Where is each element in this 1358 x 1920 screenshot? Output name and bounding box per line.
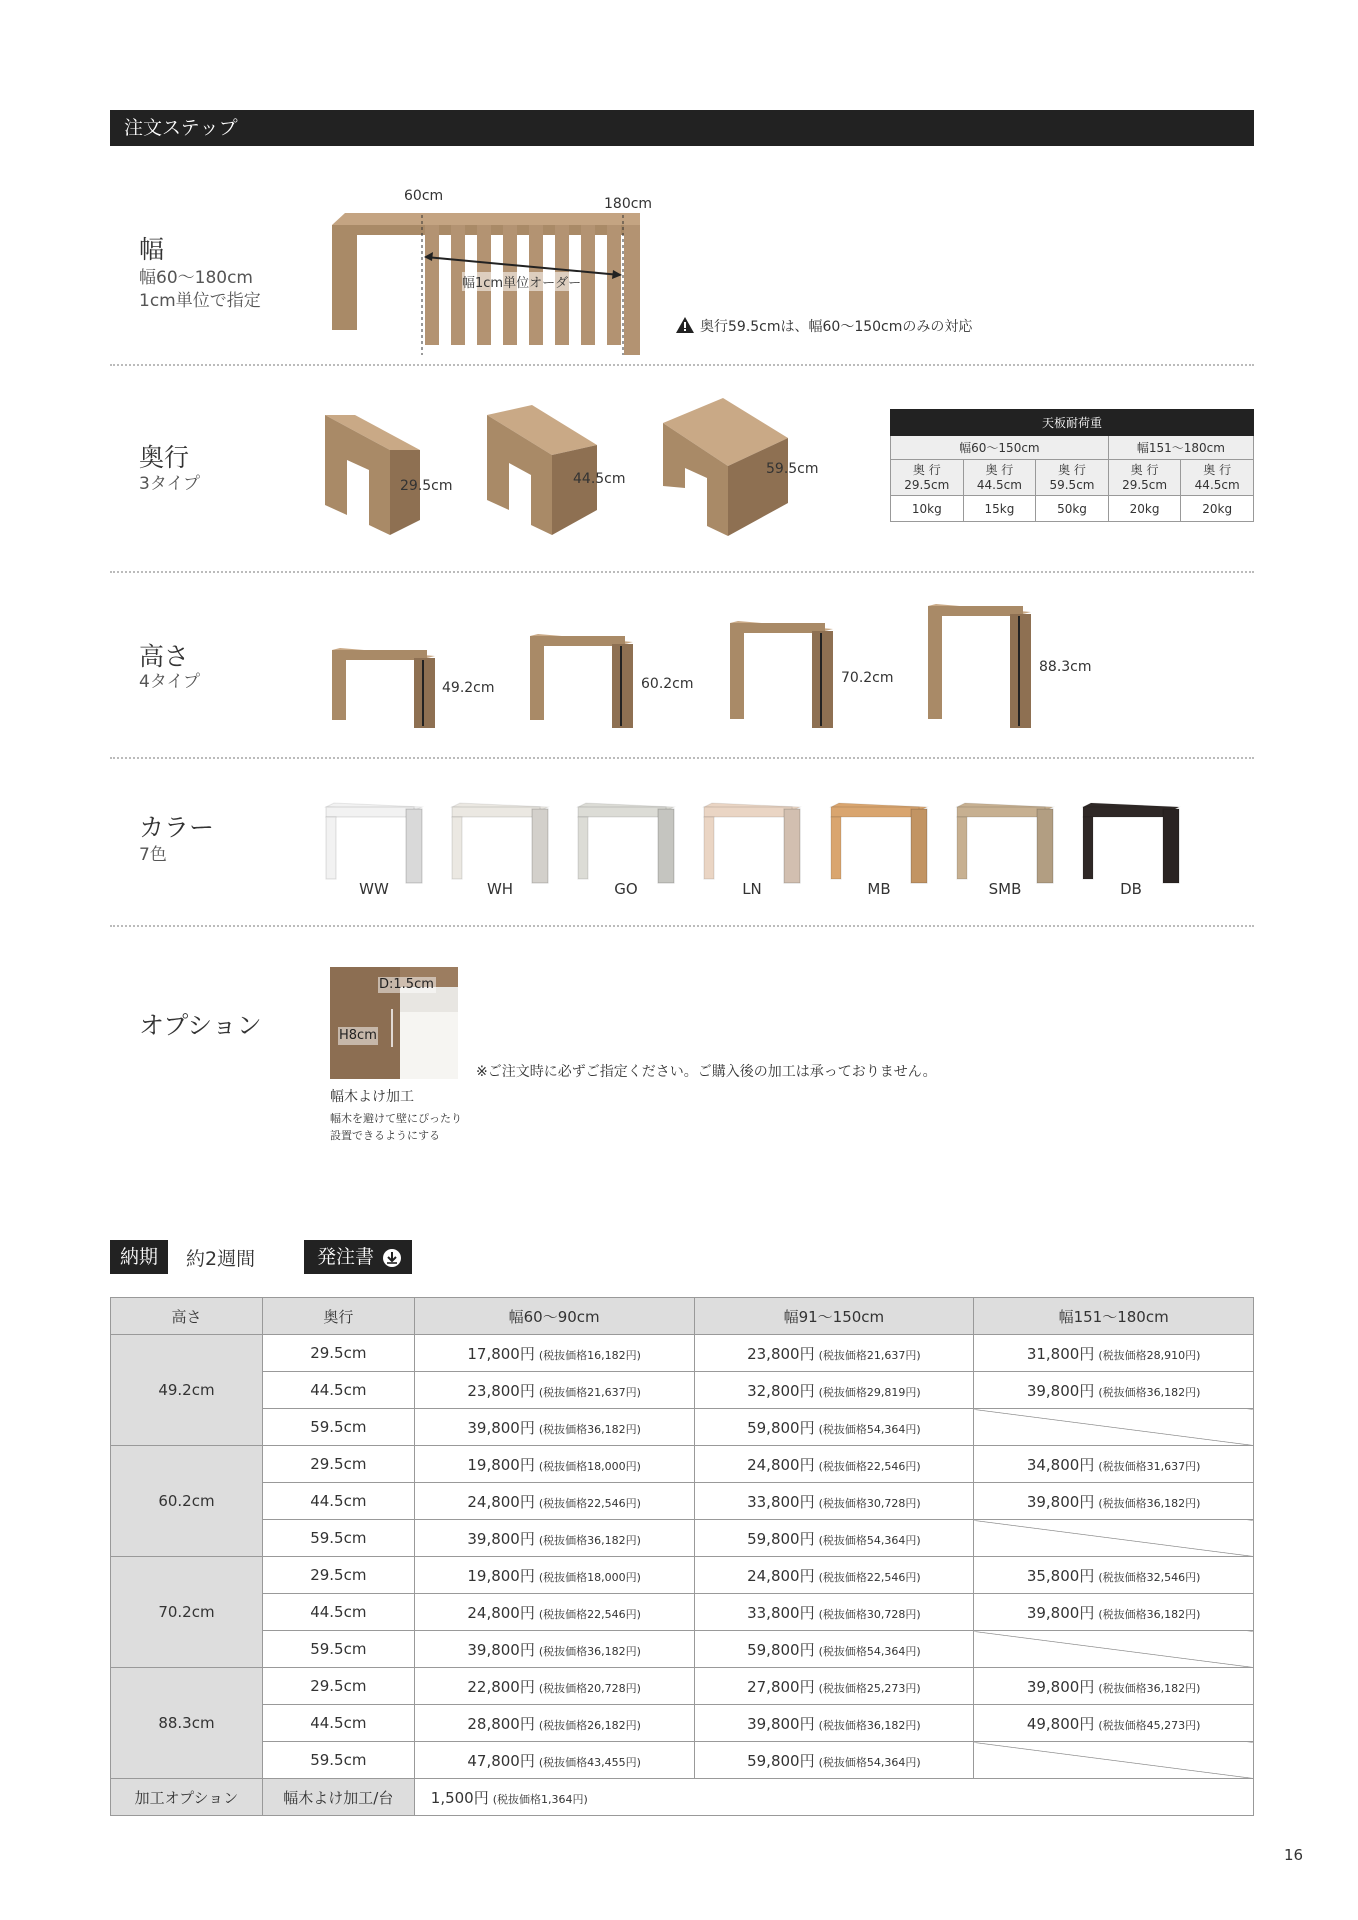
table-row: [111, 1742, 1254, 1779]
price-value: 22,800円: [467, 1677, 535, 1696]
load-col-5: 奥 行 44.5cm: [1181, 460, 1254, 496]
tax-excluded-price: (税抜価格36,182円): [818, 1718, 921, 1732]
height-label-2: 60.2cm: [641, 676, 694, 692]
load-value-1: 10kg: [891, 496, 964, 522]
price-value: 24,800円: [467, 1603, 535, 1622]
load-value-3: 50kg: [1036, 496, 1109, 522]
price-value: 39,800円: [747, 1714, 815, 1733]
price-cell: [694, 1594, 974, 1631]
price-cell: [974, 1446, 1254, 1483]
width-max-label: 180cm: [604, 196, 653, 212]
price-cell: [694, 1335, 974, 1372]
tax-excluded-price: (税抜価格18,000円): [538, 1459, 641, 1473]
table-row: [111, 1372, 1254, 1409]
price-cell: [974, 1705, 1254, 1742]
height-cell: 60.2cm: [111, 1446, 263, 1557]
price-cell: [414, 1409, 694, 1446]
table-row: [111, 1520, 1254, 1557]
tax-excluded-price: (税抜価格36,182円): [1098, 1385, 1201, 1399]
price-cell: [694, 1520, 974, 1557]
price-cell: [414, 1594, 694, 1631]
color-sub: 7色: [139, 845, 167, 865]
depth-cell: 29.5cm: [262, 1557, 414, 1594]
price-value: 24,800円: [747, 1455, 815, 1474]
price-cell: [974, 1372, 1254, 1409]
price-cell: [974, 1594, 1254, 1631]
price-value: 59,800円: [747, 1640, 815, 1659]
option-image-height: H8cm: [339, 1028, 377, 1043]
load-col-1: 奥 行 29.5cm: [891, 460, 964, 496]
price-cell: [414, 1483, 694, 1520]
depth-title: 奥行: [139, 443, 190, 472]
price-value: 39,800円: [1026, 1381, 1095, 1400]
tax-excluded-price: (税抜価格36,182円): [1098, 1496, 1201, 1510]
table-row: [111, 1705, 1254, 1742]
height-sub: 4タイプ: [139, 672, 200, 692]
tax-excluded-price: (税抜価格20,728円): [538, 1681, 641, 1695]
price-header-4: 幅151〜180cm: [974, 1298, 1254, 1335]
price-value: 39,800円: [1026, 1677, 1095, 1696]
price-cell: [694, 1372, 974, 1409]
height-cell: 49.2cm: [111, 1335, 263, 1446]
tax-excluded-price: (税抜価格43,455円): [538, 1755, 641, 1769]
depth-label-1: 29.5cm: [400, 478, 453, 494]
tax-excluded-price: (税抜価格18,000円): [538, 1570, 641, 1584]
swatch-label-smb: SMB: [988, 880, 1022, 898]
delivery-tag: 納期: [110, 1240, 168, 1274]
tax-excluded-price: (税抜価格26,182円): [538, 1718, 641, 1732]
load-table-title: 天板耐荷重: [891, 410, 1254, 436]
table-row: [111, 1594, 1254, 1631]
divider: [110, 364, 1254, 366]
price-value: 32,800円: [747, 1381, 815, 1400]
load-group-1: 幅60〜150cm: [891, 436, 1109, 460]
price-cell: [414, 1372, 694, 1409]
height-desk-4: [928, 604, 1033, 728]
price-header-2: 幅60〜90cm: [414, 1298, 694, 1335]
swatch-desk-go: [576, 803, 676, 883]
page-number: 16: [1284, 1846, 1304, 1864]
swatch-label-ln: LN: [742, 880, 762, 898]
not-available-cell: [974, 1520, 1254, 1557]
load-capacity-table: [890, 409, 1254, 522]
swatch-desk-mb: [829, 803, 929, 883]
tax-excluded-price: (税抜価格21,637円): [818, 1348, 921, 1362]
swatch-label-mb: MB: [867, 880, 891, 898]
table-row: [111, 1446, 1254, 1483]
depth-cell: 29.5cm: [262, 1335, 414, 1372]
tax-excluded-price: (税抜価格54,364円): [818, 1422, 921, 1436]
table-row: [111, 1557, 1254, 1594]
height-cell: 88.3cm: [111, 1668, 263, 1779]
tax-excluded-price: (税抜価格36,182円): [1098, 1607, 1201, 1621]
swatch-label-ww: WW: [359, 880, 389, 898]
price-cell: [974, 1335, 1254, 1372]
price-cell: [414, 1668, 694, 1705]
price-cell: [414, 1335, 694, 1372]
price-value: 31,800円: [1026, 1344, 1095, 1363]
depth-cell: 29.5cm: [262, 1668, 414, 1705]
price-value: 24,800円: [747, 1566, 815, 1585]
tax-excluded-price: (税抜価格22,546円): [538, 1496, 641, 1510]
price-value: 17,800円: [467, 1344, 535, 1363]
tax-excluded-price: (税抜価格31,637円): [1098, 1459, 1201, 1473]
width-title: 幅: [139, 235, 165, 264]
tax-excluded-price: (税抜価格45,273円): [1098, 1718, 1201, 1732]
height-label-1: 49.2cm: [442, 680, 495, 696]
price-value: 47,800円: [467, 1751, 535, 1770]
table-row: [111, 1483, 1254, 1520]
height-title: 高さ: [139, 642, 190, 671]
height-label-3: 70.2cm: [841, 670, 894, 686]
swatch-desk-smb: [955, 803, 1055, 883]
depth-label-2: 44.5cm: [573, 471, 626, 487]
width-min-label: 60cm: [404, 188, 444, 204]
option-row-label: 加工オプション: [111, 1779, 263, 1816]
tax-excluded-price: (税抜価格22,546円): [538, 1607, 641, 1621]
order-steps-header: 注文ステップ: [110, 110, 1254, 146]
not-available-cell: [974, 1631, 1254, 1668]
price-value: 28,800円: [467, 1714, 535, 1733]
not-available-cell: [974, 1409, 1254, 1446]
not-available-cell: [974, 1742, 1254, 1779]
tax-excluded-price: (税抜価格22,546円): [818, 1459, 921, 1473]
price-cell: [414, 1742, 694, 1779]
price-cell: [414, 1557, 694, 1594]
divider: [110, 571, 1254, 573]
option-desc-2: 設置できるようにする: [330, 1129, 440, 1142]
price-cell: [694, 1742, 974, 1779]
warning-icon: [675, 316, 695, 334]
tax-excluded-price: (税抜価格29,819円): [818, 1385, 921, 1399]
divider: [110, 925, 1254, 927]
price-cell: [974, 1483, 1254, 1520]
price-header-0: 高さ: [111, 1298, 263, 1335]
swatch-desk-db: [1081, 803, 1181, 883]
delivery-period: 約2週間: [186, 1248, 256, 1270]
depth-width-warning: 奥行59.5cmは、幅60〜150cmのみの対応: [700, 319, 973, 335]
price-cell: [694, 1705, 974, 1742]
price-cell: [694, 1446, 974, 1483]
tax-excluded-price: (税抜価格36,182円): [1098, 1681, 1201, 1695]
width-arrow-label: 幅1cm単位オーダー: [462, 272, 581, 291]
table-row: [111, 1668, 1254, 1705]
price-cell: [974, 1668, 1254, 1705]
price-cell: [694, 1557, 974, 1594]
price-value: 59,800円: [747, 1529, 815, 1548]
price-value: 19,800円: [467, 1455, 535, 1474]
order-form-button[interactable]: [304, 1240, 412, 1274]
tax-excluded-price: (税抜価格28,910円): [1098, 1348, 1201, 1362]
price-cell: [414, 1705, 694, 1742]
tax-excluded-price: (税抜価格54,364円): [818, 1533, 921, 1547]
load-col-2: 奥 行 44.5cm: [963, 460, 1036, 496]
price-value: 33,800円: [747, 1492, 815, 1511]
price-header-3: 幅91〜150cm: [694, 1298, 974, 1335]
width-sub2: 1cm単位で指定: [139, 291, 261, 311]
option-row-price: 1,500円 (税抜価格1,364円): [414, 1779, 1253, 1816]
swatch-label-db: DB: [1120, 880, 1142, 898]
depth-cell: 44.5cm: [262, 1705, 414, 1742]
option-row-name: 幅木よけ加工/台: [262, 1779, 414, 1816]
load-value-2: 15kg: [963, 496, 1036, 522]
load-col-4: 奥 行 29.5cm: [1108, 460, 1181, 496]
order-form-label: 発注書: [317, 1246, 375, 1268]
price-value: 59,800円: [747, 1418, 815, 1437]
price-cell: [414, 1631, 694, 1668]
price-value: 33,800円: [747, 1603, 815, 1622]
swatch-label-wh: WH: [486, 880, 514, 898]
table-row: [111, 1335, 1254, 1372]
depth-cell: 44.5cm: [262, 1372, 414, 1409]
price-value: 39,800円: [467, 1640, 535, 1659]
price-value: 23,800円: [467, 1381, 535, 1400]
price-cell: [694, 1483, 974, 1520]
price-cell: [694, 1668, 974, 1705]
depth-cell: 44.5cm: [262, 1594, 414, 1631]
tax-excluded-price: (税抜価格25,273円): [818, 1681, 921, 1695]
tax-excluded-price: (税抜価格36,182円): [538, 1422, 641, 1436]
price-table: [110, 1297, 1254, 1816]
price-cell: [694, 1409, 974, 1446]
color-title: カラー: [139, 813, 215, 842]
width-sub1: 幅60〜180cm: [139, 268, 253, 288]
depth-desk-2: [487, 405, 597, 535]
tax-excluded-price: (税抜価格30,728円): [818, 1607, 921, 1621]
depth-cell: 59.5cm: [262, 1742, 414, 1779]
height-cell: 70.2cm: [111, 1557, 263, 1668]
load-value-4: 20kg: [1108, 496, 1181, 522]
depth-desk-1: [325, 410, 425, 535]
price-header-1: 奥行: [262, 1298, 414, 1335]
load-col-3: 奥 行 59.5cm: [1036, 460, 1109, 496]
height-desk-1: [332, 648, 437, 728]
tax-excluded-price: (税抜価格54,364円): [818, 1644, 921, 1658]
tax-excluded-price: (税抜価格36,182円): [538, 1533, 641, 1547]
swatch-desk-ww: [324, 803, 424, 883]
tax-excluded-price: (税抜価格16,182円): [538, 1348, 641, 1362]
load-value-5: 20kg: [1181, 496, 1254, 522]
depth-cell: 29.5cm: [262, 1446, 414, 1483]
download-icon: [382, 1248, 402, 1268]
price-value: 23,800円: [747, 1344, 815, 1363]
price-cell: [414, 1520, 694, 1557]
tax-excluded-price: (税抜価格32,546円): [1098, 1570, 1201, 1584]
depth-cell: 59.5cm: [262, 1409, 414, 1446]
price-value: 39,800円: [1026, 1492, 1095, 1511]
price-value: 49,800円: [1026, 1714, 1095, 1733]
option-name: 幅木よけ加工: [330, 1089, 414, 1105]
height-desk-3: [730, 621, 835, 728]
option-price-row: [111, 1779, 1254, 1816]
price-value: 34,800円: [1026, 1455, 1095, 1474]
depth-cell: 44.5cm: [262, 1483, 414, 1520]
swatch-label-go: GO: [614, 880, 638, 898]
option-image-depth: D:1.5cm: [379, 977, 434, 992]
table-row: [111, 1631, 1254, 1668]
depth-cell: 59.5cm: [262, 1520, 414, 1557]
height-label-4: 88.3cm: [1039, 659, 1092, 675]
price-value: 27,800円: [747, 1677, 815, 1696]
depth-sub: 3タイプ: [139, 474, 200, 494]
price-cell: [414, 1446, 694, 1483]
option-note: ※ご注文時に必ずご指定ください。ご購入後の加工は承っておりません。: [476, 1064, 937, 1080]
price-value: 59,800円: [747, 1751, 815, 1770]
tax-excluded-price: (税抜価格36,182円): [538, 1644, 641, 1658]
tax-excluded-price: (税抜価格22,546円): [818, 1570, 921, 1584]
price-value: 39,800円: [1026, 1603, 1095, 1622]
option-desc-1: 幅木を避けて壁にぴったり: [330, 1112, 462, 1125]
table-row: [111, 1409, 1254, 1446]
price-value: 35,800円: [1026, 1566, 1095, 1585]
price-value: 24,800円: [467, 1492, 535, 1511]
price-value: 39,800円: [467, 1529, 535, 1548]
price-value: 39,800円: [467, 1418, 535, 1437]
tax-excluded-price: (税抜価格21,637円): [538, 1385, 641, 1399]
load-group-2: 幅151〜180cm: [1108, 436, 1253, 460]
tax-excluded-price: (税抜価格54,364円): [818, 1755, 921, 1769]
height-desk-2: [530, 634, 635, 728]
price-cell: [974, 1557, 1254, 1594]
tax-excluded-price: (税抜価格30,728円): [818, 1496, 921, 1510]
price-value: 19,800円: [467, 1566, 535, 1585]
depth-label-3: 59.5cm: [766, 461, 819, 477]
option-title: オプション: [139, 1011, 262, 1040]
swatch-desk-ln: [702, 803, 802, 883]
depth-cell: 59.5cm: [262, 1631, 414, 1668]
price-cell: [694, 1631, 974, 1668]
divider: [110, 757, 1254, 759]
swatch-desk-wh: [450, 803, 550, 883]
